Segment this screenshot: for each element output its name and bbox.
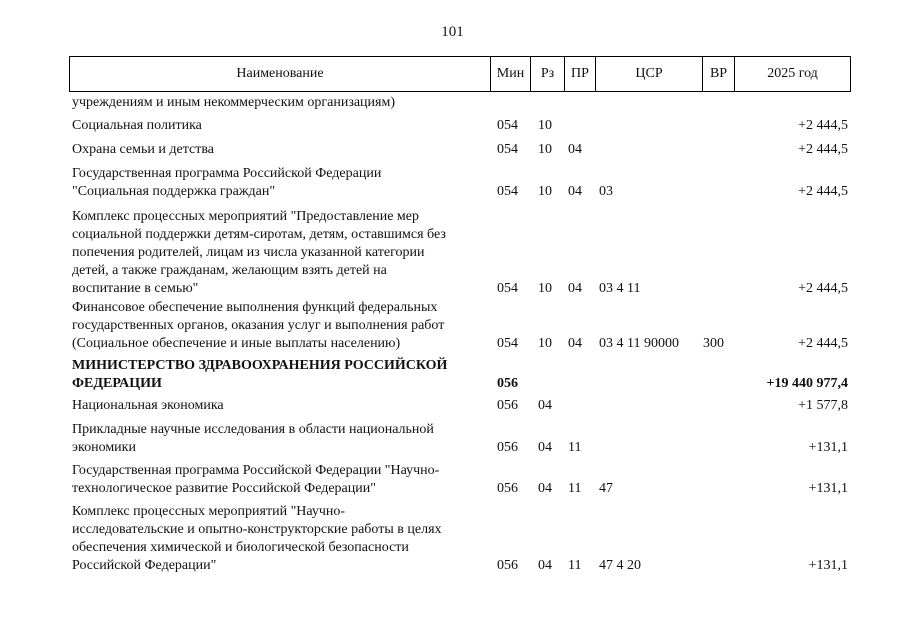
header-vr: ВР [703, 57, 735, 91]
row-rz: 10 [538, 184, 552, 199]
row-pr: 11 [568, 440, 582, 455]
row-name-line: Российской Федерации" [72, 558, 217, 573]
row-pr: 11 [568, 481, 582, 496]
row-amount: +2 444,5 [798, 281, 848, 296]
row-name-line: Национальная экономика [72, 398, 224, 413]
row-name-line: технологическое развитие Российской Федерации" [72, 481, 376, 496]
row-name-line: исследовательские и опытно-конструкторские работы в целях [72, 522, 442, 537]
row-name-line: Охрана семьи и детства [72, 142, 214, 157]
row-amount: +131,1 [808, 440, 848, 455]
header-min: Мин [491, 57, 531, 91]
row-rz: 04 [538, 481, 552, 496]
row-rz: 04 [538, 398, 552, 413]
row-name-line: Государственная программа Российской Федерации [72, 166, 382, 181]
row-rz: 10 [538, 281, 552, 296]
row-csr: 03 4 11 [599, 281, 641, 296]
header-year: 2025 год [767, 66, 818, 81]
row-rz: 04 [538, 440, 552, 455]
row-amount: +2 444,5 [798, 118, 848, 133]
row-rz: 04 [538, 558, 552, 573]
row-min: 056 [497, 481, 518, 496]
row-vr: 300 [703, 336, 724, 351]
row-min: 056 [497, 398, 518, 413]
row-pr: 11 [568, 558, 582, 573]
row-min: 054 [497, 281, 518, 296]
row-min: 056 [497, 376, 518, 391]
page-number: 101 [441, 24, 464, 40]
header-name: Наименование [70, 57, 491, 91]
row-rz: 10 [538, 142, 552, 157]
row-name-line: Прикладные научные исследования в области национальной [72, 422, 434, 437]
row-pr: 04 [568, 142, 582, 157]
row-min: 054 [497, 118, 518, 133]
row-name-line: попечения родителей, лицам из числа указанной категории [72, 245, 425, 260]
row-amount: +2 444,5 [798, 336, 848, 351]
row-amount: +1 577,8 [798, 398, 848, 413]
row-pr: 04 [568, 336, 582, 351]
row-name-line: Государственная программа Российской Федерации "Научно- [72, 463, 440, 478]
row-name-line: воспитание в семью" [72, 281, 199, 296]
row-csr: 03 [599, 184, 613, 199]
table-header [69, 56, 851, 92]
row-pr: 04 [568, 281, 582, 296]
continuation-line: учреждениям и иным некоммерческим организациям) [72, 95, 396, 110]
row-min: 054 [497, 142, 518, 157]
row-name-line: Финансовое обеспечение выполнения функций федеральных [72, 300, 438, 315]
header-rz: Рз [531, 57, 565, 91]
header-csr: ЦСР [596, 57, 703, 91]
row-name-line: детей, а также гражданам, желающим взять детей на [72, 263, 387, 278]
row-name-line: Социальная политика [72, 118, 202, 133]
row-name-line: Комплекс процессных мероприятий "Научно- [72, 504, 346, 519]
row-rz: 10 [538, 118, 552, 133]
row-csr: 03 4 11 90000 [599, 336, 679, 351]
row-name-line: экономики [72, 440, 136, 455]
row-min: 056 [497, 440, 518, 455]
row-name-line: Комплекс процессных мероприятий "Предоставление мер [72, 209, 420, 224]
row-csr: 47 [599, 481, 613, 496]
row-name-line: социальной поддержки детям-сиротам, детям, оставшимся без [72, 227, 446, 242]
row-amount: +2 444,5 [798, 142, 848, 157]
row-amount: +2 444,5 [798, 184, 848, 199]
row-pr: 04 [568, 184, 582, 199]
row-min: 054 [497, 184, 518, 199]
row-amount: +131,1 [808, 558, 848, 573]
row-amount: +131,1 [808, 481, 848, 496]
row-name-line: ФЕДЕРАЦИИ [72, 376, 162, 391]
row-name-line: (Социальное обеспечение и иные выплаты населению) [72, 336, 401, 351]
row-min: 056 [497, 558, 518, 573]
row-name-line: "Социальная поддержка граждан" [72, 184, 276, 199]
row-min: 054 [497, 336, 518, 351]
row-name-line: обеспечения химической и биологической безопасности [72, 540, 409, 555]
row-name-line: государственных органов, оказания услуг и выполнения работ [72, 318, 445, 333]
row-name-line: МИНИСТЕРСТВО ЗДРАВООХРАНЕНИЯ РОССИЙСКОЙ [72, 358, 448, 373]
row-amount: +19 440 977,4 [766, 376, 848, 391]
row-csr: 47 4 20 [599, 558, 641, 573]
header-pr: ПР [565, 57, 596, 91]
row-rz: 10 [538, 336, 552, 351]
